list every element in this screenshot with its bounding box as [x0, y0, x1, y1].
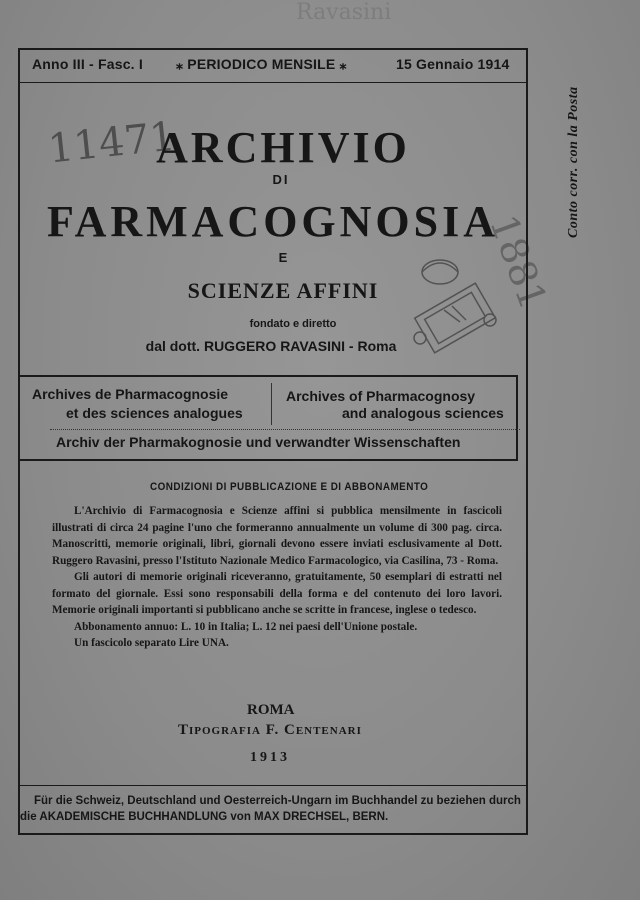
frame-top-border [18, 48, 528, 50]
conditions-paragraph-4: Un fascicolo separato Lire UNA. [74, 637, 229, 649]
imprint-city: ROMA [247, 702, 295, 718]
founded-note: fondato e diretto [249, 318, 337, 330]
handwritten-catalog-number: 11471 [45, 113, 178, 173]
box-vertical-divider [271, 383, 272, 425]
periodicity: ⁎ PERIODICO MENSILE ⁎ [176, 56, 347, 72]
conditions-paragraph-2: Gli autori di memorie originali riceveranno, gratuitamente, 50 esemplari di estratti nel formato del giornale. Essi sono responsabili della forma e del contenuto dei loro lavori. Memorie originali importanti si pubblicano anche se scritte in francese, inglese o tedesco. [52, 571, 502, 616]
imprint-printer: Tipografia F. Centenari [178, 722, 362, 738]
title-e: E [278, 250, 288, 265]
conditions-heading: CONDIZIONI DI PUBBLICAZIONE E DI ABBONAMENTO [150, 481, 429, 493]
postal-account-note: Conto corr. con la Posta [566, 86, 581, 238]
handwritten-side-number: 1881 [481, 209, 556, 315]
issue-date: 15 Gennaio 1914 [396, 56, 510, 72]
title-farmacognosia: FARMACOGNOSIA [46, 197, 500, 246]
title-archivio: ARCHIVIO [156, 123, 410, 172]
french-title-line2: et des sciences analogues [66, 405, 243, 421]
footer-line-2: die AKADEMISCHE BUCHHANDLUNG von MAX DRECHSEL, BERN. [20, 811, 389, 823]
header-divider [20, 82, 526, 83]
footer-line-1: Für die Schweiz, Deutschland und Oesterreich-Ungarn im Buchhandel zu beziehen durch [34, 795, 521, 807]
editor-line: dal dott. RUGGERO RAVASINI - Roma [145, 338, 397, 354]
issue-number: Anno III - Fasc. I [32, 56, 143, 72]
title-di: DI [272, 172, 290, 187]
footer-divider [20, 785, 526, 786]
french-title-line1: Archives de Pharmacognosie [32, 386, 229, 402]
conditions-paragraph-1: L'Archivio di Farmacognosia e Scienze affini si pubblica mensilmente in fascicoli illustrati di circa 24 pagine l'uno che formeranno annualmente un volume di 300 pag. circa. Manoscritti, memorie originali, libri, giornali devono essere inviati esclusivamente al Dott. Ruggero Ravasini, presso l'Istituto Nazionale Medico Farmacologico, via Casilina, 73 - Roma. [52, 505, 502, 567]
imprint-year: 1913 [250, 750, 290, 765]
english-title-line1: Archives of Pharmacognosy [286, 388, 476, 404]
title-scienze-affini: SCIENZE AFFINI [187, 278, 379, 303]
conditions-paragraph-3: Abbonamento annuo: L. 10 in Italia; L. 12 nei paesi dell'Unione postale. [74, 620, 418, 633]
frame-bottom-border [18, 833, 528, 835]
box-dotted-rule [50, 429, 520, 430]
conditions-body [52, 503, 502, 652]
english-title-line2: and analogous sciences [342, 405, 504, 421]
german-title: Archiv der Pharmakognosie und verwandter Wissenschaften [56, 434, 461, 450]
handwritten-top-scribble: Ravasini [296, 0, 392, 25]
